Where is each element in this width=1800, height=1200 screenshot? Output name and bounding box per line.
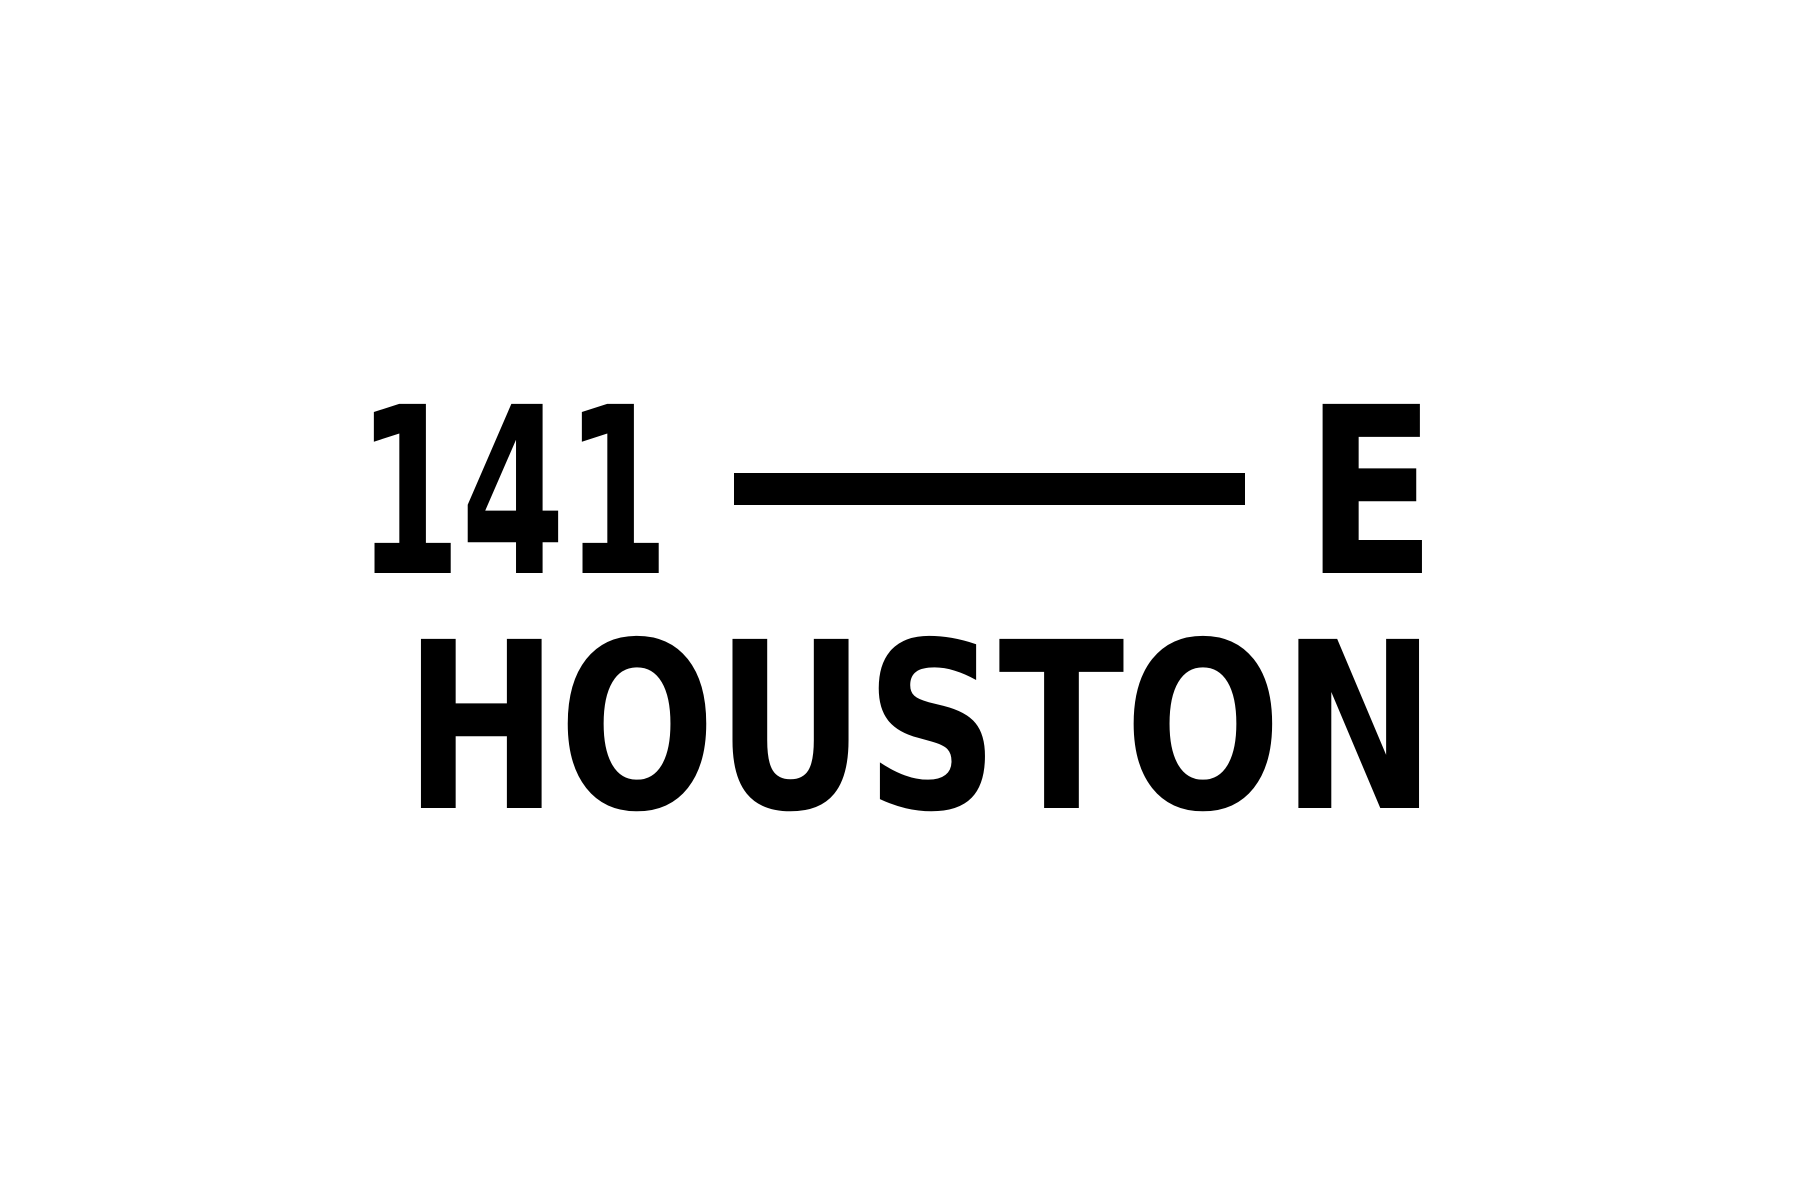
logo-letter-e: E — [1305, 358, 1436, 628]
logo-number: 141 — [357, 358, 669, 628]
logo-word: HOUSTON — [404, 593, 1436, 863]
logo-rule — [734, 473, 1245, 505]
